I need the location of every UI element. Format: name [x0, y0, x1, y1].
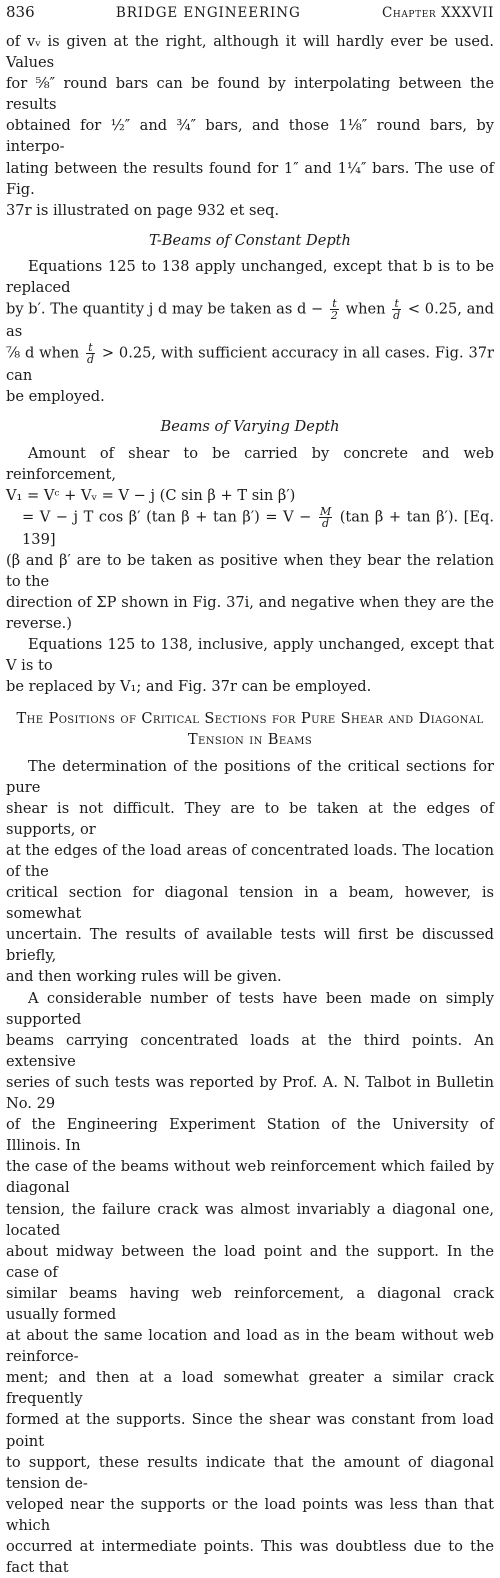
fraction [392, 298, 401, 321]
fraction-numerator: t [86, 342, 95, 354]
text-line: tension, the failure crack was almost invariably a diagonal one, located [6, 1200, 494, 1239]
running-header [6, 2, 494, 22]
fraction [319, 506, 332, 529]
text-line: about midway between the load point and the support. In the case of [6, 1242, 494, 1281]
text-line: critical section for diagonal tension in a beam, however, is somewhat [6, 884, 494, 923]
text-line: lating between the results found for 1″ and 1¼″ bars. The use of Fig. [6, 159, 494, 198]
text-fragment: (tan β + tan β′). [Eq. 139] [22, 508, 495, 548]
text-line: The determination of the positions of the critical sections for pure [6, 757, 494, 796]
text-line: and then working rules will be given. [6, 968, 282, 986]
text-line: formed at the supports. Since the shear was constant from load point [6, 1411, 494, 1450]
book-title: BRIDGE ENGINEERING [115, 5, 301, 21]
text-fragment: > 0.25, with sufficient accuracy in all cases. Fig. 37r can [6, 344, 494, 385]
paragraph-tbeams [6, 256, 494, 407]
text-line: veloped near the supports or the load points was less than that which [6, 1495, 494, 1534]
paragraph-determination [6, 756, 494, 988]
text-line: be employed. [6, 388, 105, 406]
chapter-label: Chapter XXXVII [381, 5, 494, 21]
text-fragment: = V − j T cos β′ (tan β + tan β′) = V − [22, 508, 312, 526]
text-line: uncertain. The results of available tests will first be discussed briefly, [6, 926, 494, 965]
fraction-numerator: t [330, 298, 339, 310]
text-fragment: ⅞ d when [6, 344, 84, 362]
text-line: at about the same location and load as in the beam without web reinforce- [6, 1327, 494, 1366]
section-heading-critical-sections [6, 708, 494, 750]
text-fragment: < 0.25, and as [6, 300, 495, 341]
text-line: occurred at intermediate points. This was doubtless due to the fact that [6, 1538, 494, 1577]
text-line: A considerable number of tests have been made on simply supported [6, 989, 494, 1028]
text-line: ment; and then at a load somewhat greater a similar crack frequently [6, 1369, 494, 1408]
equation-line: V₁ = Vᶜ + Vᵥ = V − j (C sin β + T sin β′) [6, 486, 296, 504]
fraction-numerator: M [319, 504, 332, 518]
fraction-denominator: d [86, 353, 94, 367]
text-line [6, 342, 494, 386]
paragraph-varying-depth [6, 443, 494, 698]
heading-line: Tension in Beams [187, 730, 313, 748]
paragraph-values [6, 31, 494, 221]
section-heading-tbeams: T-Beams of Constant Depth [149, 231, 351, 249]
text-line: 37r is illustrated on page 932 et seq. [6, 201, 280, 219]
text-line: direction of ΣP shown in Fig. 37i, and negative when they are the reverse.) [6, 594, 494, 633]
fraction [330, 298, 339, 321]
text-line: of the Engineering Experiment Station of the University of Illinois. In [6, 1116, 494, 1155]
fraction-denominator: d [393, 309, 401, 323]
text-line: for ⅝″ round bars can be found by interpolating between the results [6, 75, 494, 114]
text-line: Equations 125 to 138 apply unchanged, except that b is to be replaced [6, 257, 494, 297]
paragraph-tests [6, 988, 494, 1578]
section-heading-varying-depth: Beams of Varying Depth [160, 418, 340, 436]
text-line: (β and β′ are to be taken as positive when they bear the relation to the [6, 551, 494, 590]
text-line: series of such tests was reported by Prof. A. N. Talbot in Bulletin No. 29 [6, 1073, 494, 1113]
heading-line: The Positions of Critical Sections for Pure Shear and Diagonal [16, 709, 484, 727]
text-line: obtained for ½″ and ¾″ bars, and those 1⅛″ round bars, by interpo- [6, 117, 494, 156]
text-line: the case of the beams without web reinforcement which failed by diagonal [6, 1158, 494, 1197]
text-line [6, 298, 494, 342]
text-line: at the edges of the load areas of concentrated loads. The location of the [6, 841, 494, 880]
text-line: similar beams having web reinforcement, a diagonal crack usually formed [6, 1284, 494, 1323]
fraction [86, 342, 95, 365]
fraction-denominator: 2 [330, 309, 338, 323]
equation-line [22, 506, 494, 550]
page-number: 836 [6, 3, 35, 21]
text-line: be replaced by V₁; and Fig. 37r can be employed. [6, 678, 372, 696]
text-fragment: by b′. The quantity j d may be taken as d − [6, 300, 324, 318]
text-line: shear is not difficult. They are to be taken at the edges of supports, or [6, 799, 494, 838]
text-line: of vᵥ is given at the right, although it will hardly ever be used. Values [6, 33, 494, 72]
fraction-numerator: t [392, 298, 401, 310]
text-line: Amount of shear to be carried by concrete and web reinforcement, [6, 444, 494, 483]
text-line: Equations 125 to 138, inclusive, apply unchanged, except that V is to [6, 636, 494, 675]
text-fragment: when [345, 300, 391, 318]
text-line: to support, these results indicate that the amount of diagonal tension de- [6, 1453, 494, 1492]
text-line: beams carrying concentrated loads at the third points. An extensive [6, 1031, 494, 1070]
fraction-denominator: d [322, 516, 330, 530]
